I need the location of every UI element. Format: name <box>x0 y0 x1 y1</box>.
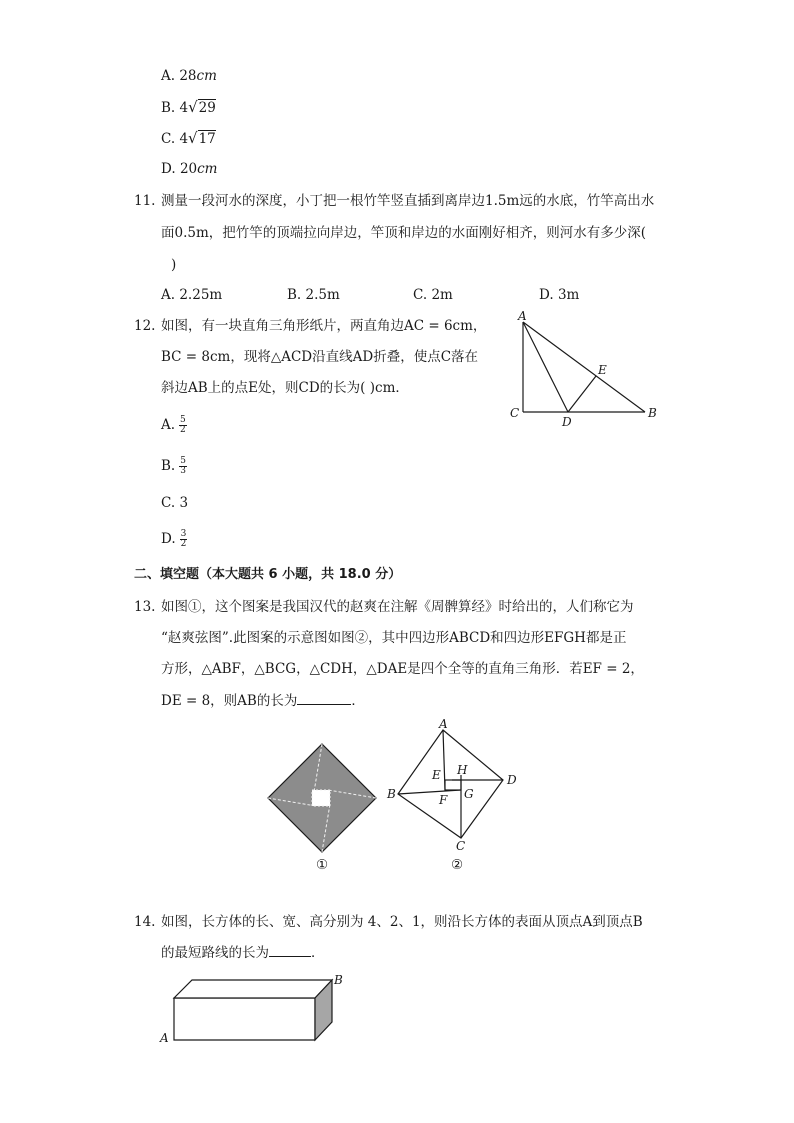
q12-option-d: D. $\frac{3}{2}$ <box>161 529 187 549</box>
answer-blank[interactable] <box>269 956 311 957</box>
q12-text-line1: 如图，有一块直角三角形纸片，两直角边AC = 6cm， <box>161 318 487 334</box>
q10-option-a: A. 28cm <box>161 68 217 84</box>
q13-number: 13. <box>134 599 156 615</box>
q13-text-line2: “赵爽弦图”.此图案的示意图如图②，其中四边形ABCD和四边形EFGH都是正 <box>161 630 627 646</box>
fraction: $\frac{5}{2}$ <box>180 415 186 435</box>
q11-text-line1: 测量一段河水的深度，小丁把一根竹竿竖直插到离岸边1.5m远的水底，竹竿高出水 <box>161 193 655 209</box>
q14-text-line1: 如图，长方体的长、宽、高分别为 4、2、1，则沿长方体的表面从顶点A到顶点B <box>161 914 643 930</box>
q12-text-line2: BC = 8cm，现将△ACD沿直线AD折叠，使点C落在 <box>161 349 479 365</box>
q10-option-c: C. 4√17 <box>161 129 216 147</box>
svg-text:G: G <box>464 787 474 801</box>
section-heading: 二、填空题（本大题共 6 小题，共 18.0 分） <box>134 567 402 582</box>
answer-blank[interactable] <box>297 704 351 705</box>
q12-triangle-figure <box>505 308 675 428</box>
svg-text:B: B <box>334 973 343 987</box>
sqrt-symbol: √17 <box>188 129 216 147</box>
svg-text:E: E <box>432 768 441 782</box>
q13-figure-2-caption: ② <box>451 857 464 873</box>
svg-text:E: E <box>598 363 607 377</box>
svg-text:F: F <box>439 793 448 807</box>
svg-text:C: C <box>510 406 520 420</box>
fraction: $\frac{5}{3}$ <box>180 456 186 476</box>
sqrt-symbol: √29 <box>188 98 216 116</box>
q12-option-c: C. 3 <box>161 495 189 511</box>
q11-text-line3: ) <box>171 257 177 273</box>
q14-cuboid-figure <box>158 970 358 1050</box>
q11-option-c: C. 2m <box>413 287 453 303</box>
svg-text:A: A <box>518 309 527 323</box>
q12-option-b: B. $\frac{5}{3}$ <box>161 456 186 476</box>
q10-option-b: B. 4√29 <box>161 98 216 116</box>
svg-text:H: H <box>457 763 468 777</box>
q11-text-line2: 面0.5m，把竹竿的顶端拉向岸边，竿顶和岸边的水面刚好相齐，则河水有多少深( <box>161 225 647 241</box>
fraction: $\frac{3}{2}$ <box>180 529 187 549</box>
svg-text:A: A <box>439 717 448 731</box>
q13-figure-2 <box>386 717 526 860</box>
q13-text-line3: 方形，△ABF，△BCG，△CDH，△DAE是四个全等的直角三角形．若EF = 2， <box>161 661 644 677</box>
q13-text-line4: DE = 8，则AB的长为 ． <box>161 693 365 709</box>
svg-text:C: C <box>456 839 466 853</box>
q14-number: 14. <box>134 914 156 930</box>
svg-text:B: B <box>648 406 657 420</box>
q13-text-line1: 如图①，这个图案是我国汉代的赵爽在注解《周髀算经》时给出的，人们称它为 <box>161 599 634 615</box>
q11-number: 11. <box>134 193 156 209</box>
q12-option-a: A. $\frac{5}{2}$ <box>161 415 186 435</box>
q11-option-d: D. 3m <box>539 287 580 303</box>
q12-text-line3: 斜边AB上的点E处，则CD的长为( )cm． <box>161 380 409 396</box>
q13-figure-1-caption: ① <box>316 857 329 873</box>
svg-text:D: D <box>562 415 572 429</box>
q13-figure-1 <box>266 742 378 854</box>
svg-text:A: A <box>160 1031 169 1045</box>
svg-text:D: D <box>507 773 517 787</box>
q14-text-line2: 的最短路线的长为 ． <box>161 945 325 961</box>
q12-number: 12. <box>134 318 156 334</box>
svg-text:B: B <box>387 787 396 801</box>
q11-option-b: B. 2.5m <box>287 287 340 303</box>
q11-option-a: A. 2.25m <box>161 287 223 303</box>
q10-option-d: D. 20cm <box>161 161 218 177</box>
